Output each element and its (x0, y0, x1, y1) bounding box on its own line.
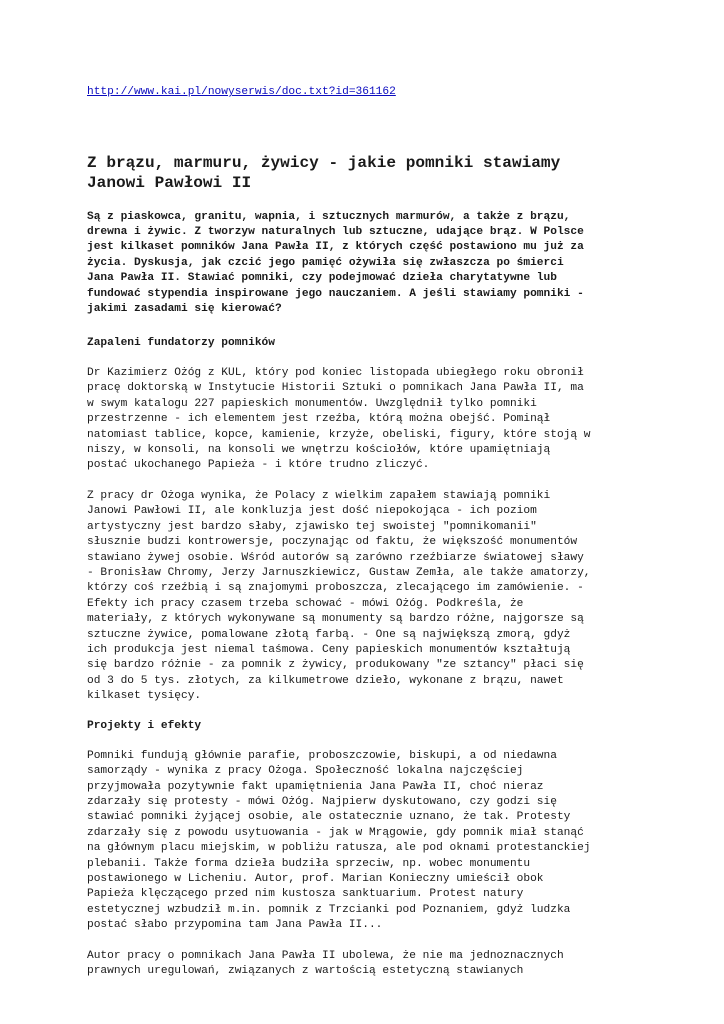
section-heading-projekty: Projekty i efekty (87, 720, 202, 732)
paragraph-line: przyjmowała pozytywnie fakt upamiętnienia Jana Pawła II, choć nieraz (87, 781, 544, 793)
title-line: Z brązu, marmuru, żywicy - jakie pomniki stawiamy (87, 154, 561, 172)
paragraph-line: materiały, z których wykonywane są monumenty są bardzo różne, najgorsze są (87, 613, 584, 625)
lead-line: życia. Dyskusja, jak czcić jego pamięć ożywiła się zwłaszcza po śmierci (87, 257, 564, 269)
paragraph-line: od 3 do 5 tys. złotych, za kilkumetrowe dzieło, wykonane z brązu, nawet (87, 675, 564, 687)
lead-line: Jana Pawła II. Stawiać pomniki, czy podejmować dzieła charytatywne lub (87, 272, 557, 284)
paragraph-line: Papieża klęczącego przed nim kustosza sanktuarium. Protest natury (87, 888, 524, 900)
paragraph-line: Efekty ich pracy czasem trzeba schować - mówi Ożóg. Podkreśla, że (87, 598, 524, 610)
section-heading-fundatorzy: Zapaleni fundatorzy pomników (87, 337, 275, 349)
paragraph-line: postać słabo przypomina tam Jana Pawła II... (87, 919, 383, 931)
paragraph-line: stawiać pomniki żyjącej osobie, ale ostatecznie uznano, że tak. Protesty (87, 811, 571, 823)
paragraph-line: - Bronisław Chromy, Jerzy Jarnuszkiewicz, Gustaw Zemła, ale także amatorzy, (87, 567, 591, 579)
paragraph-line: na głównym placu miejskim, w pobliżu ratusza, ale pod oknami protestanckiej (87, 842, 591, 854)
lead-line: drewna i żywic. Z tworzyw naturalnych lub sztuczne, udające brąz. W Polsce (87, 226, 584, 238)
paragraph-line: sztuczne żywice, pomalowane złotą farbą. - One są największą zmorą, gdyż (87, 629, 571, 641)
paragraph-line: ich produkcja jest niemal taśmowa. Ceny papieskich monumentów kształtują (87, 644, 571, 656)
lead-line: Są z piaskowca, granitu, wapnia, i sztucznych marmurów, a także z brązu, (87, 211, 571, 223)
paragraph-line: Pomniki fundują głównie parafie, proboszczowie, biskupi, a od niedawna (87, 750, 557, 762)
paragraph-line: samorządy - wynika z pracy Ożoga. Społeczność lokalna najczęściej (87, 765, 524, 777)
title-line: Janowi Pawłowi II (87, 174, 252, 192)
lead-line: fundować stypendia inspirowane jego nauczaniem. A jeśli stawiamy pomniki - (87, 288, 584, 300)
paragraph-line: niszy, w konsoli, na konsoli we wnętrzu kościołów, które upamiętniają (87, 444, 551, 456)
paragraph-line: Dr Kazimierz Ożóg z KUL, który pod koniec listopada ubiegłego roku obronił (87, 367, 584, 379)
paragraph-line: zdarzały się z powodu usytuowania - jak w Mrągowie, gdy pomnik miał stanąć (87, 827, 584, 839)
paragraph-line: słusznie budzi kontrowersje, poczynając od faktu, że większość monumentów (87, 536, 578, 548)
paragraph-line: artystyczny jest bardzo słaby, zjawisko tej swoistej "pomnikomanii" (87, 521, 537, 533)
paragraph-line: plebanii. Także forma dzieła budziła sprzeciw, np. wobec monumentu (87, 858, 531, 870)
paragraph-line: przestrzenne - ich elementem jest rzeźba, którą można obejść. Pominął (87, 413, 551, 425)
lead-line: jest kilkaset pomników Jana Pawła II, z których część postawiono mu już za (87, 241, 584, 253)
paragraph-line: zdarzały się protesty - mówi Ożóg. Najpierw dyskutowano, czy godzi się (87, 796, 557, 808)
paragraph-line: stawiano żywej osobie. Wśród autorów są zarówno rzeźbiarze światowej sławy (87, 552, 584, 564)
paragraph-line: w swym katalogu 227 papieskich monumentów. Uwzględnił tylko pomniki (87, 398, 537, 410)
paragraph-line: postać ukochanego Papieża - i które trudno zliczyć. (87, 459, 430, 471)
paragraph-line: kilkaset tysięcy. (87, 690, 202, 702)
paragraph-line: Autor pracy o pomnikach Jana Pawła II ubolewa, że nie ma jednoznacznych (87, 950, 564, 962)
paragraph-line: estetycznej wzbudził m.in. pomnik z Trzcianki pod Poznaniem, gdyż ludzka (87, 904, 571, 916)
paragraph-line: się bardzo różnie - za pomnik z żywicy, produkowany "ze sztancy" płaci się (87, 659, 584, 671)
paragraph-line: którzy coś rzeźbią i są znajomymi proboszcza, zlecającego im zamówienie. - (87, 582, 584, 594)
lead-line: jakimi zasadami się kierować? (87, 303, 282, 315)
source-url-link[interactable]: http://www.kai.pl/nowyserwis/doc.txt?id=361162 (87, 86, 396, 98)
paragraph-line: prawnych uregulowań, związanych z wartością estetyczną stawianych (87, 965, 524, 977)
paragraph-line: Z pracy dr Ożoga wynika, że Polacy z wielkim zapałem stawiają pomniki (87, 490, 551, 502)
paragraph-line: pracę doktorską w Instytucie Historii Sztuki o pomnikach Jana Pawła II, ma (87, 382, 584, 394)
paragraph-line: natomiast tablice, kopce, kamienie, krzyże, obeliski, figury, które stoją w (87, 429, 591, 441)
paragraph-line: postawionego w Licheniu. Autor, prof. Marian Konieczny umieścił obok (87, 873, 544, 885)
paragraph-line: Janowi Pawłowi II, ale konkluzja jest dość niepokojąca - ich poziom (87, 505, 537, 517)
